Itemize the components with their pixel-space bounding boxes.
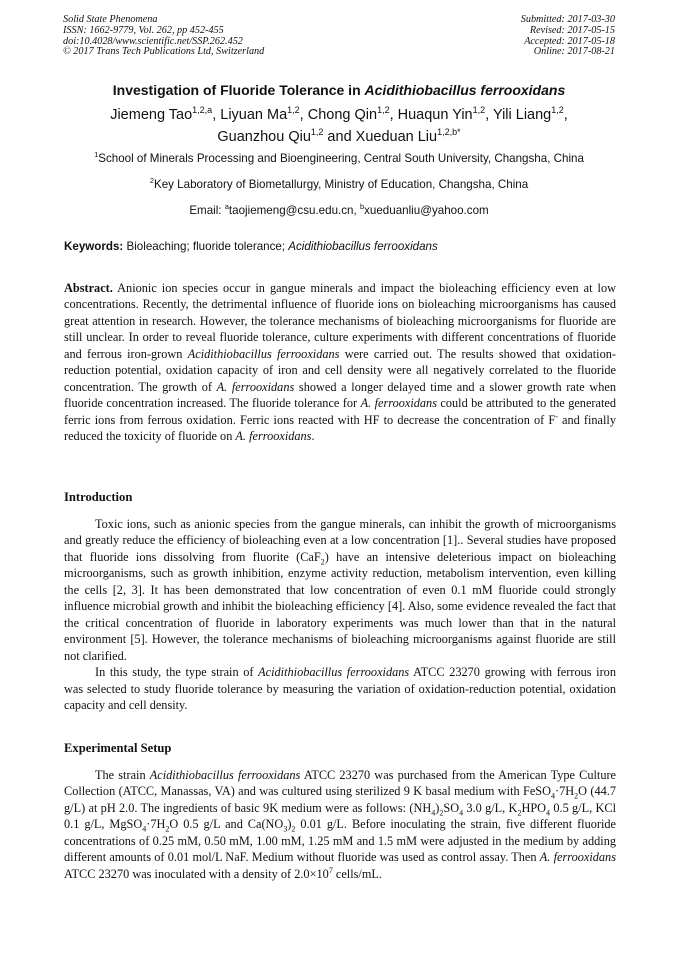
author: Xueduan Liu$^{1,2,b*}$ [355,127,461,145]
intro-paragraph-1: Toxic ions, such as anionic species from the gangue minerals, can inhibit the growth of microorganisms and greatly reduce the efficiency of bioleaching even at a low concentration [1].. Several studies have proposed that fluoride ions dissolving from fluorite (CaF$_2$) have an intensive deleterious impact on bioleaching microorganisms, such as growth inhibition, enzyme activity reduction, metabolism intervention, even killing the cells [2, 3]. It has been demonstrated that low concentration of even 0.1 mM fluoride could strongly influence microbial growth and inhibit the bioleaching efficiency [4]. Also, some evidence revealed the fact that the critical concentration of fluoride in laboratory experiments was much lower than that in the natural environment [5]. However, the tolerance mechanisms of bioleaching microorganisms against fluoride are still not clarified. [64,517,616,663]
abstract: Abstract. Anionic ion species occur in gangue minerals and impact the bioleaching efficiency even at low concentrations. Recently, the detrimental influence of fluoride ions on bioleaching microorganisms has caused great attention in research. However, the tolerance mechanisms of bioleaching microorganisms for fluoride are still unclear. In order to reveal fluoride tolerance, culture experiments with different concentrations of fluoride and ferrous iron-grown Acidithiobacillus ferrooxidans were carried out. The results showed that oxidation-reduction potential, oxidation capacity of iron and cell density were all negatively correlated to the fluoride concentration. The growth of A. ferrooxidans showed a longer delayed time and a slower growth rate when fluoride concentration increased. The fluoride tolerance for A. ferrooxidans could be attributed to the generated ferric ions from ferrous oxidation. Ferric ions reacted with HF to decrease the concentration of F- and finally reduced the toxicity of fluoride on A. ferrooxidans. [64,281,616,444]
journal-info [63,15,264,58]
introduction-heading: Introduction [64,490,133,504]
introduction-body [64,516,616,713]
author: Yili Liang$^{1,2}$, [492,105,568,123]
issn-line: ISSN: 1662-9779, Vol. 262, pp 452-455 [63,24,224,36]
author: Liyuan Ma$^{1,2}$, [220,105,308,123]
journal-name: Solid State Phenomena [63,14,158,25]
copyright-line: © 2017 Trans Tech Publications Ltd, Switzerland [63,46,265,58]
revised-date: Revised: 2017-05-15 [529,24,615,36]
author: Huaqun Yin$^{1,2}$, [397,105,493,123]
online-date: Online: 2017-08-21 [533,46,615,58]
submitted-date: Submitted: 2017-03-30 [520,14,615,25]
experimental-setup-heading: Experimental Setup [64,741,172,755]
author: Jiemeng Tao$^{1,2,a}$, [110,105,221,123]
experimental-setup-body [64,767,616,882]
dates-info [521,15,615,58]
accepted-date: Accepted: 2017-05-18 [524,35,615,47]
email-link-a[interactable]: taojiemeng@csu.edu.cn [228,204,354,217]
paper-title: Investigation of Fluoride Tolerance in Acidithiobacillus ferrooxidans [112,82,566,98]
doi-line: doi:10.4028/www.scientific.net/SSP.262.452 [63,35,243,47]
affiliation-1: $^1$School of Minerals Processing and Bioengineering, Central South University, Changsha, China [94,150,584,165]
affiliation-2: $^2$Key Laboratory of Biometallurgy, Ministry of Education, Changsha, China [149,176,529,191]
email-line: Email: $^a$taojiemeng@csu.edu.cn, $^b$xueduanliu@yahoo.com [189,202,489,217]
intro-paragraph-2: In this study, the type strain of Acidithiobacillus ferrooxidans ATCC 23270 growing with ferrous iron was selected to study fluoride tolerance by measuring the variation of oxidation-reduction potential, oxidation capacity and cell density. [64,665,616,712]
author: Chong Qin$^{1,2}$, [307,105,398,123]
setup-paragraph: The strain Acidithiobacillus ferrooxidans ATCC 23270 was purchased from the American Type Culture Collection (ATCC, Manassas, VA) and was cultured using sterilized 9 K basal medium with $FeSO_4\cdot 7H_2O$ (44.7 g/L) at pH 2.0. The ingredients of basic 9K medium were as follows: $(NH_4)_2SO_4$ 3.0 g/L, $K_2HPO_4$ 0.5 g/L, KCl 0.1 g/L, $MgSO_4\cdot 7H_2O$ 0.5 g/L and $Ca(NO_3)_2$ 0.01 g/L. Before inoculating the strain, five different fluoride concentrations of 0.25 mM, 0.50 mM, 1.00 mM, 1.25 mM and 1.5 mM were adjusted in the medium by adding different amounts of 0.01 mol/L NaF. Medium without fluoride was used as control assay. Then A. ferrooxidans ATCC 23270 was inoculated with a density of $2.0\times 10^7$ cells/mL. [64,768,617,881]
keywords: Keywords: Bioleaching; fluoride tolerance; Acidithiobacillus ferrooxidans [64,240,438,253]
email-link-b[interactable]: xueduanliu@yahoo.com [364,204,489,217]
author-list [55,104,623,148]
author: Guanzhou Qiu$^{1,2}$ and [217,127,356,145]
